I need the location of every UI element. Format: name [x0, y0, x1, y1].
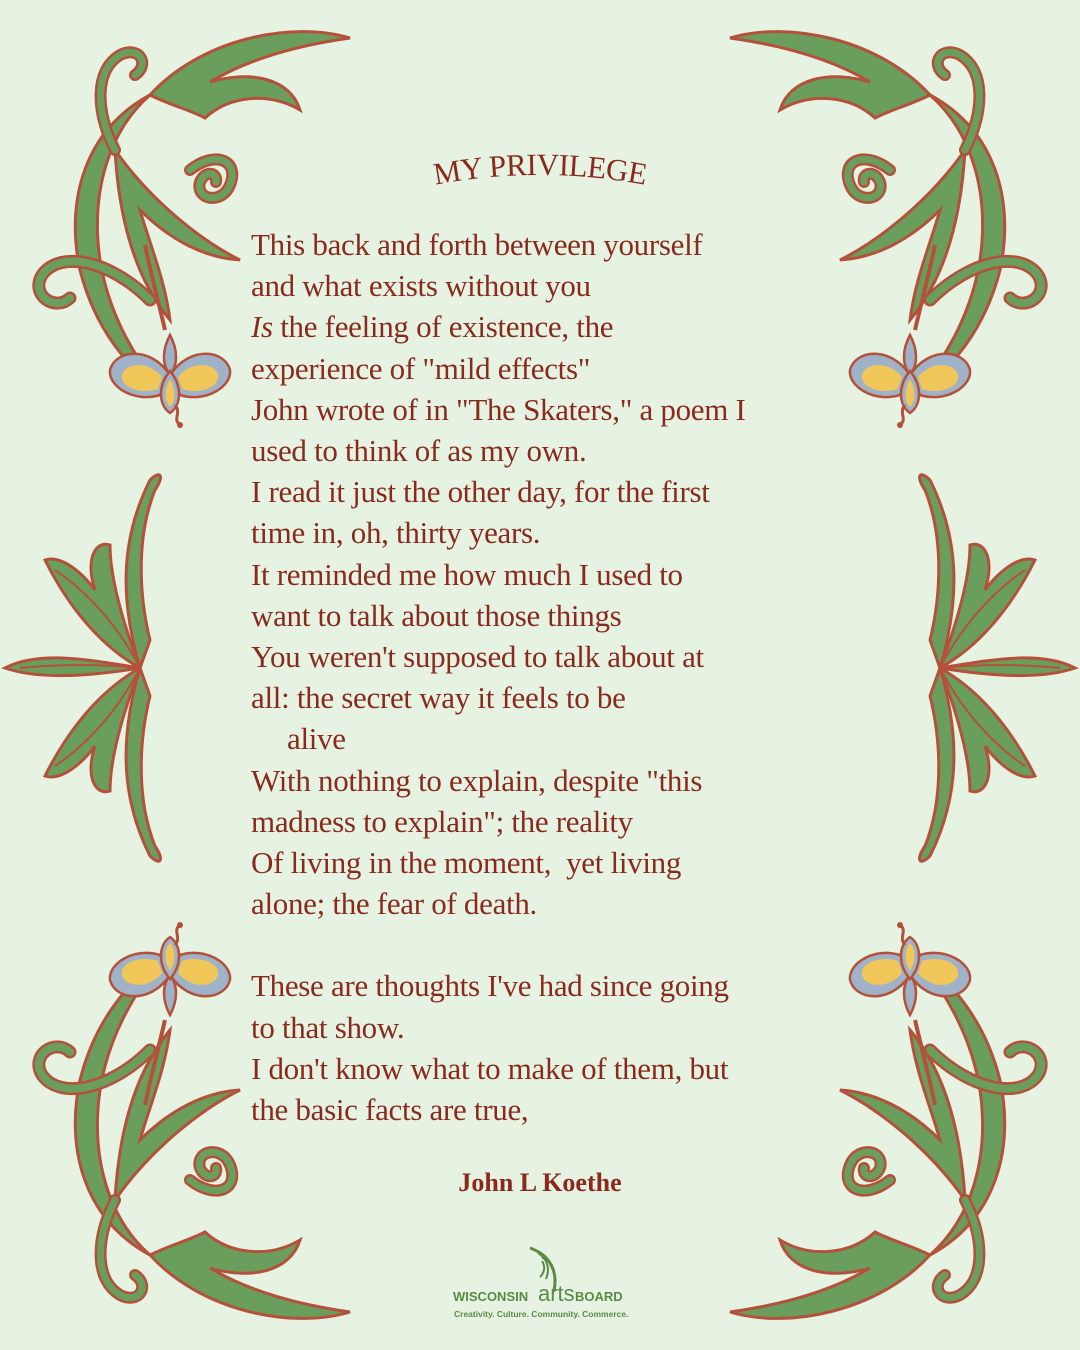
- logo-word-right: BOARD: [575, 1289, 623, 1304]
- poem-line-text: This back and forth between yourself: [251, 227, 703, 262]
- poem-line: [251, 512, 841, 553]
- logo-tagline: Creativity. Culture. Community. Commerce.: [454, 1309, 629, 1319]
- poem-body: [251, 224, 841, 1130]
- poem-line: [251, 760, 841, 801]
- stanza-break: [251, 924, 841, 965]
- poem-line-text: and what exists without you: [251, 268, 591, 304]
- poem-line: [251, 801, 841, 842]
- poem-line-text: time in, oh, thirty years.: [251, 515, 541, 551]
- poem-line: [251, 389, 841, 430]
- poem-line: [251, 430, 841, 471]
- poem-line-text: the feeling of existence, the: [272, 309, 614, 345]
- wisconsin-arts-board-logo: [450, 1245, 640, 1325]
- poem-line: [251, 883, 841, 924]
- poem-line-italic-word: Is: [251, 309, 273, 345]
- poem-line: [251, 265, 841, 306]
- poem-line-text: alive: [287, 721, 346, 757]
- poem-line: [251, 224, 841, 265]
- poem-line: [251, 718, 841, 759]
- poem-line-text: alone; the fear of death.: [251, 886, 537, 922]
- poem-line: [251, 595, 841, 636]
- poem-title-text: MY PRIVILEGE: [430, 150, 650, 192]
- poem-line-text: all: the secret way it feels to be: [251, 680, 626, 716]
- svg-text:MY PRIVILEGE: [431, 150, 650, 192]
- poem-line-text: I read it just the other day, for the first: [251, 474, 710, 510]
- poem-line-text: These are thoughts I've had since going: [251, 968, 729, 1004]
- poem-line: [251, 677, 841, 718]
- poem-author: John L Koethe: [458, 1168, 622, 1197]
- poem-line-text: It reminded me how much I used to: [251, 556, 683, 592]
- poem-line-text: want to talk about those things: [251, 597, 622, 633]
- poem-title: [340, 150, 740, 210]
- poem-line-text: madness to explain"; the reality: [251, 803, 633, 839]
- poem-line: [251, 842, 841, 883]
- poem-line-text: Of living in the moment, yet living: [251, 845, 682, 881]
- poem-line-text: With nothing to explain, despite "this: [251, 762, 703, 798]
- poem-line: [251, 965, 841, 1006]
- poem-line: [251, 636, 841, 677]
- logo-wordmark: [450, 1281, 640, 1307]
- poem-line-text: to that show.: [251, 1009, 405, 1045]
- logo-word-left: WISCONSIN: [453, 1289, 529, 1304]
- poem-line: [251, 1089, 841, 1130]
- poem-line: [251, 348, 841, 389]
- poem-line: [251, 1007, 841, 1048]
- poem-line-text: John wrote of in "The Skaters," a poem I: [251, 391, 746, 427]
- poem-line-text: I don't know what to make of them, but: [251, 1050, 729, 1086]
- poem-line: [251, 306, 841, 347]
- poem-line-text: the basic facts are true,: [251, 1092, 529, 1128]
- poem-line-text: used to think of as my own.: [251, 433, 587, 469]
- poem-line-text: You weren't supposed to talk about at: [251, 639, 704, 675]
- poem-line-text: experience of "mild effects": [251, 350, 591, 386]
- poem-line: [251, 1048, 841, 1089]
- poem-line: [251, 554, 841, 595]
- logo-word-middle: arts: [538, 1281, 575, 1306]
- poem-line: [251, 471, 841, 512]
